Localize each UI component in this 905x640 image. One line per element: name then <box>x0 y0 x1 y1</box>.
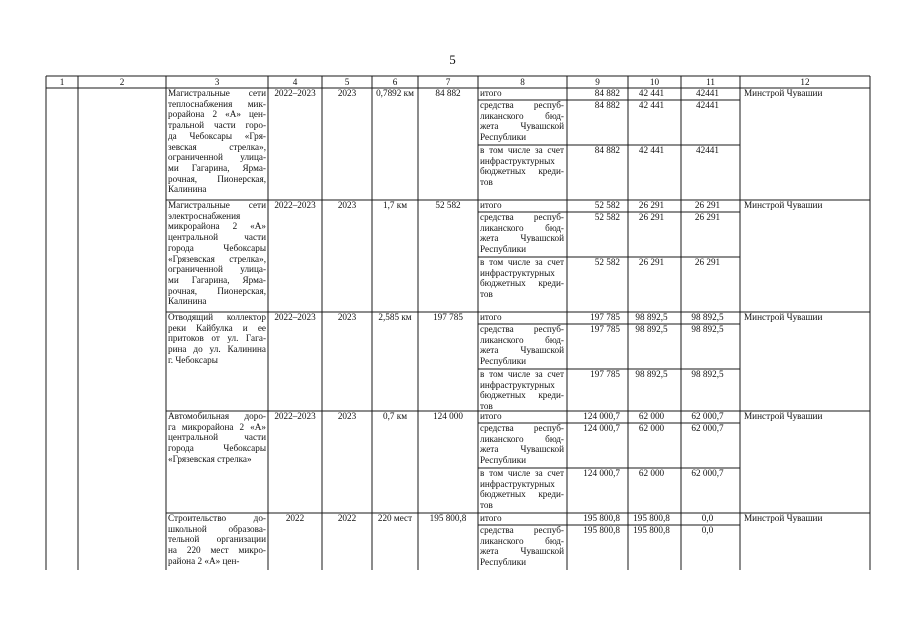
amount-total: 84 882 <box>594 88 620 98</box>
amount-total: 52 582 <box>594 257 620 267</box>
amount-total: 124 000,7 <box>583 468 620 478</box>
funding-source-line: Республики <box>480 455 527 466</box>
amount-2022: 62 000 <box>638 423 665 433</box>
amount-2023: 98 892,5 <box>691 369 724 379</box>
amount-total: 84 882 <box>594 100 620 110</box>
funding-source-line: Республики <box>480 557 527 568</box>
responsible-agency: Минстрой Чувашии <box>744 513 823 523</box>
amount-2022: 26 291 <box>638 200 665 210</box>
amount-2022: 195 800,8 <box>633 513 670 523</box>
funding-source-line: жета Чувашской <box>480 444 564 455</box>
column-number-10: 10 <box>649 77 660 87</box>
funding-source-line: ликанского бюд- <box>480 110 564 121</box>
funding-source-line: итого <box>480 88 502 98</box>
funding-source-line: средства респуб- <box>480 324 564 334</box>
object-name-line: ограниченной улица- <box>168 264 266 275</box>
funding-source-line: итого <box>480 312 502 322</box>
capacity: 1,7 км <box>382 200 408 210</box>
capacity: 0,7892 км <box>376 88 414 98</box>
object-name-line: города Чебоксары <box>168 242 266 253</box>
funding-source-line: бюджетных креди- <box>480 489 564 500</box>
column-number-12: 12 <box>800 77 810 87</box>
amount-total: 197 785 <box>590 369 620 379</box>
capacity: 220 мест <box>377 513 413 523</box>
page-number: 5 <box>449 52 456 67</box>
funding-source-line: жета Чувашской <box>480 233 564 244</box>
funding-source-line: итого <box>480 411 502 421</box>
commissioning-year: 2023 <box>337 312 357 322</box>
funding-source-line: тов <box>480 500 493 511</box>
estimated-cost: 84 882 <box>435 88 461 98</box>
capacity: 2,585 км <box>378 312 412 322</box>
funding-source-line: жета Чувашской <box>480 345 564 356</box>
amount-total: 195 800,8 <box>583 525 620 535</box>
column-number-8: 8 <box>520 77 525 87</box>
object-name-line: теплоснабжения мик- <box>168 98 266 109</box>
column-number-5: 5 <box>344 77 350 87</box>
funding-source-line: итого <box>480 513 502 523</box>
amount-total: 124 000,7 <box>583 423 620 433</box>
funding-source-line: средства респуб- <box>480 423 564 433</box>
object-name-line: микрорайона 2 «А» <box>168 221 266 232</box>
construction-period: 2022–2023 <box>274 411 316 421</box>
funding-source-line: бюджетных креди- <box>480 278 564 289</box>
funding-source-line: средства респуб- <box>480 212 564 222</box>
amount-total: 124 000,7 <box>583 411 620 421</box>
object-name-line: Калинина <box>168 184 207 195</box>
object-name-line: Магистральные сети <box>168 88 266 98</box>
amount-2023: 26 291 <box>694 257 721 267</box>
funding-source-line: ликанского бюд- <box>480 222 564 233</box>
amount-2022: 26 291 <box>638 212 665 222</box>
funding-source-line: тов <box>480 177 493 188</box>
amount-total: 84 882 <box>594 145 620 155</box>
object-name-line: Автомобильная доро- <box>168 411 266 421</box>
funding-source-line: в том числе за счет <box>480 257 564 267</box>
amount-2023: 42441 <box>696 145 719 155</box>
funding-source-line: итого <box>480 200 502 210</box>
estimated-cost: 52 582 <box>435 200 461 210</box>
estimated-cost: 124 000 <box>433 411 463 421</box>
funding-source-line: ликанского бюд- <box>480 433 564 444</box>
amount-total: 197 785 <box>590 312 620 322</box>
commissioning-year: 2023 <box>337 411 357 421</box>
amount-2023: 0,0 <box>701 513 714 523</box>
object-name-line: ми Гагарина, Ярма- <box>168 274 266 285</box>
amount-2023: 62 000,7 <box>691 468 724 478</box>
construction-period: 2022–2023 <box>274 88 316 98</box>
funding-source-line: бюджетных креди- <box>480 390 564 401</box>
column-number-11: 11 <box>706 77 715 87</box>
amount-2022: 195 800,8 <box>633 525 670 535</box>
responsible-agency: Минстрой Чувашии <box>744 200 823 210</box>
object-name-line: города Чебоксары <box>168 443 266 454</box>
amount-2022: 98 892,5 <box>635 312 668 322</box>
estimated-cost: 197 785 <box>433 312 463 322</box>
amount-2022: 62 000 <box>638 411 665 421</box>
object-name-line: тральной части горо- <box>168 120 266 131</box>
funding-source-line: инфраструктурных <box>480 478 555 489</box>
funding-source-line: в том числе за счет <box>480 468 564 478</box>
capacity: 0,7 км <box>382 411 408 421</box>
object-name-line: центральной части <box>168 232 266 243</box>
amount-2022: 62 000 <box>638 468 665 478</box>
responsible-agency: Минстрой Чувашии <box>744 88 823 98</box>
funding-source-line: средства респуб- <box>480 525 564 535</box>
object-name-line: «Грязевская стрелка», <box>168 253 266 264</box>
column-number-2: 2 <box>119 77 125 87</box>
amount-2022: 98 892,5 <box>635 369 668 379</box>
funding-source-line: жета Чувашской <box>480 546 564 557</box>
object-name-line: реки Кайбулка и ее <box>168 322 266 333</box>
responsible-agency: Минстрой Чувашии <box>744 411 823 421</box>
object-name-line: тельной организации <box>168 534 266 545</box>
commissioning-year: 2022 <box>337 513 357 523</box>
amount-2022: 42 441 <box>638 145 665 155</box>
funding-source-line: жета Чувашской <box>480 121 564 132</box>
funding-source-line: ликанского бюд- <box>480 334 564 345</box>
object-name-line: ми Гагарина, Ярма- <box>168 162 266 173</box>
amount-2023: 26 291 <box>694 200 721 210</box>
amount-2023: 98 892,5 <box>691 324 724 334</box>
amount-2023: 26 291 <box>694 212 721 222</box>
funding-source-line: тов <box>480 401 493 412</box>
estimated-cost: 195 800,8 <box>429 513 467 523</box>
object-name-line: «Грязевская стрелка» <box>168 453 252 464</box>
object-name-line: рорайона 2 «А» цен- <box>168 109 266 120</box>
construction-period: 2022 <box>285 513 305 523</box>
funding-source-line: бюджетных креди- <box>480 166 564 177</box>
column-number-1: 1 <box>59 77 65 87</box>
object-name-line: школьной образова- <box>168 523 266 534</box>
column-number-7: 7 <box>445 77 451 87</box>
commissioning-year: 2023 <box>337 88 357 98</box>
object-name-line: на 220 мест микро- <box>168 545 266 556</box>
funding-source-line: Республики <box>480 244 527 255</box>
amount-total: 52 582 <box>594 200 620 210</box>
object-name-line: Калинина <box>168 296 207 307</box>
construction-period: 2022–2023 <box>274 312 316 322</box>
amount-2022: 42 441 <box>638 88 665 98</box>
funding-source-line: инфраструктурных <box>480 155 555 166</box>
funding-source-line: в том числе за счет <box>480 369 564 379</box>
amount-2023: 62 000,7 <box>691 411 724 421</box>
object-name-line: притоков от ул. Гага- <box>168 333 266 344</box>
amount-2023: 0,0 <box>701 525 714 535</box>
funding-source-line: в том числе за счет <box>480 145 564 155</box>
object-name-line: района 2 «А» цен- <box>168 555 240 566</box>
object-name-line: га микрорайона 2 «А» <box>168 421 266 432</box>
amount-2022: 26 291 <box>638 257 665 267</box>
funding-source-line: ликанского бюд- <box>480 535 564 546</box>
object-name-line: да Чебоксары «Гря- <box>168 130 266 141</box>
object-name-line: центральной части <box>168 432 266 443</box>
funding-source-line: тов <box>480 289 493 300</box>
object-name-line: рочная, Пионерская, <box>168 285 266 296</box>
object-name-line: г. Чебоксары <box>168 354 218 365</box>
amount-2023: 62 000,7 <box>691 423 724 433</box>
amount-total: 195 800,8 <box>583 513 620 523</box>
amount-total: 52 582 <box>594 212 620 222</box>
commissioning-year: 2023 <box>337 200 357 210</box>
funding-source-line: Республики <box>480 356 527 367</box>
column-number-6: 6 <box>392 77 398 87</box>
funding-source-line: средства респуб- <box>480 100 564 110</box>
column-number-4: 4 <box>292 77 298 87</box>
object-name-line: рочная, Пионерская, <box>168 173 266 184</box>
amount-2023: 98 892,5 <box>691 312 724 322</box>
object-name-line: зевская стрелка», <box>168 141 266 152</box>
funding-source-line: инфраструктурных <box>480 379 555 390</box>
object-name-line: ограниченной улица- <box>168 152 266 163</box>
amount-2022: 98 892,5 <box>635 324 668 334</box>
object-name-line: рина до ул. Калинина <box>168 344 266 355</box>
responsible-agency: Минстрой Чувашии <box>744 312 823 322</box>
construction-period: 2022–2023 <box>274 200 316 210</box>
amount-total: 197 785 <box>590 324 620 334</box>
amount-2023: 42441 <box>696 100 719 110</box>
object-name-line: Магистральные сети <box>168 200 266 210</box>
object-name-line: Отводящий коллектор <box>168 312 266 322</box>
column-number-3: 3 <box>214 77 220 87</box>
amount-2022: 42 441 <box>638 100 665 110</box>
funding-source-line: инфраструктурных <box>480 267 555 278</box>
column-number-9: 9 <box>595 77 600 87</box>
object-name-line: электроснабжения <box>168 210 241 221</box>
amount-2023: 42441 <box>696 88 719 98</box>
object-name-line: Строительство до- <box>168 513 266 523</box>
funding-source-line: Республики <box>480 132 527 143</box>
